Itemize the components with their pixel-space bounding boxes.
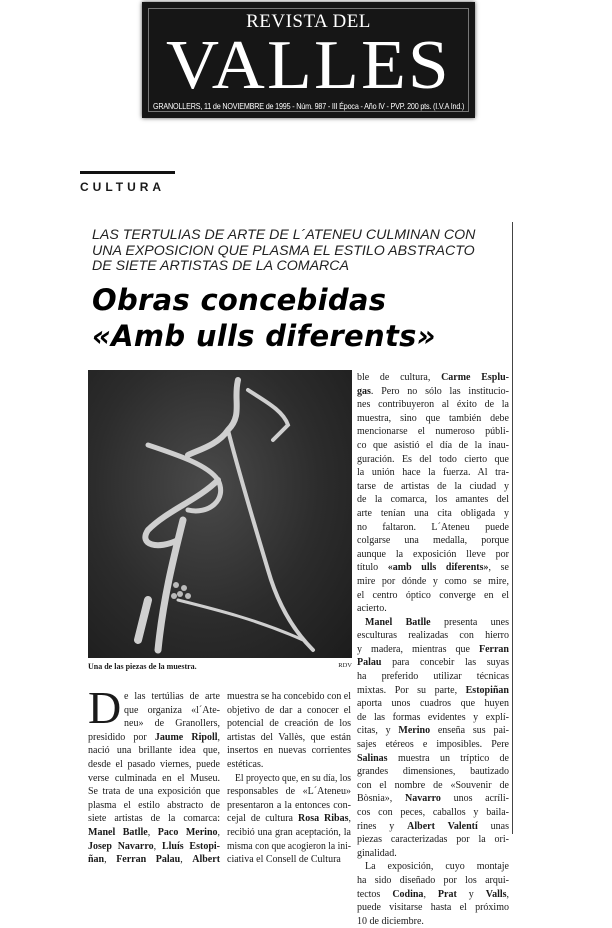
text-segment: de la comarca, los amantes del [357,494,509,506]
text-line [357,874,509,888]
text-line [227,758,351,772]
text-segment: mire por dónde y como se mire, [357,575,509,587]
bold-name: Ferran [479,643,509,655]
text-segment: acierto. [357,603,387,615]
text-segment: 10 de diciembre. [357,915,424,927]
article-column-right [357,371,509,928]
text-line [227,690,351,704]
text-segment: , [217,826,221,838]
fitted-line [235,772,351,786]
text-segment: insertos en nuevas corrientes [227,745,351,757]
kicker-line: LAS TERTULIAS DE ARTE DE L´ATENEU CULMINAN CON [92,227,476,243]
text-line [357,697,509,711]
text-segment: de las formas evidentes y explí- [357,711,509,723]
text-line [227,853,351,867]
text-segment: enseña sus pai- [430,725,509,737]
bold-name: Carme Esplu- [441,372,509,383]
bold-name: Merino [398,725,431,737]
bold-name: Prat [437,888,457,900]
bold-name: Ferran Palau [116,854,181,866]
text-segment: arte tenían una cita obligada y [357,507,509,519]
bold-name: Josep Navarro [88,840,154,852]
text-line [227,826,351,840]
text-line [357,412,509,426]
text-segment: . Pero no sólo las institucio- [370,385,509,397]
text-line [357,616,509,630]
text-segment: para concebir las suyas [381,657,509,669]
text-segment: tectos [357,888,393,900]
text-line [357,915,509,928]
text-segment: plasma el estilo abstracto de [88,799,220,811]
text-segment: verse culminada en el Museu. [88,772,220,784]
text-line [357,860,509,874]
text-segment: sajes etéreos e imposibles. Pere [357,739,509,751]
text-segment: ble de cultura, [357,372,442,383]
text-line [88,758,220,772]
text-line [357,888,509,902]
text-segment: , se [488,562,509,574]
text-line [357,602,509,616]
text-line [357,643,509,657]
text-line [227,731,351,745]
bold-name: Jaume Ripoll [154,731,218,743]
text-segment: colgarse una medalla, porque [357,535,509,547]
text-line [227,799,351,813]
text-line [88,826,220,840]
text-segment: , [217,731,221,743]
text-line [88,812,220,826]
text-segment: no faltaron. L´Ateneu puede [357,521,509,533]
text-segment: muestra un tríptico de [387,752,509,764]
text-segment: e las tertúlias de arte [124,691,220,702]
text-segment: ha preferido utilizar técnicas [357,671,509,683]
bold-name: Lluís Estopi- [161,840,220,852]
text-segment: nació una brillante idea que, [88,745,220,757]
text-segment: mixtas. Por su parte, [357,684,466,696]
text-segment: rines y [357,820,408,832]
bold-name: gas [357,385,371,397]
text-segment: la unión hace la fuerza. Al tra- [357,467,509,479]
text-segment: artistas del Vallès, que están [227,731,351,743]
text-segment: desde el pasado viernes, puede [88,758,220,770]
masthead [142,2,475,118]
text-line [357,425,509,439]
text-line [357,806,509,820]
section-rule [80,171,175,174]
text-line [88,731,220,745]
text-segment: grandes dimensiones, bautizado [357,766,509,778]
text-line [357,521,509,535]
bold-name: Palau [357,657,382,669]
article-column-2 [227,690,351,867]
text-line [357,765,509,779]
text-line [357,575,509,589]
article-kicker [92,228,502,275]
article-column-1 [88,690,220,867]
text-segment: con el nombre de «Souvenir de [357,779,509,791]
bold-name: Paco Merino [157,826,218,838]
text-segment: , [180,854,193,866]
bold-name: ñan [88,854,105,866]
text-segment: presidido por [88,731,155,743]
text-segment: cejal de cultura [227,813,298,825]
sculpture-photo [88,370,352,658]
text-line [357,670,509,684]
text-line [357,684,509,698]
text-line [357,398,509,412]
text-line [227,772,351,786]
text-segment: , [348,813,351,825]
text-line [357,833,509,847]
text-segment: citas, y [357,725,399,737]
article-headline [92,282,512,354]
text-line [357,493,509,507]
text-line [357,589,509,603]
headline-line: Obras concebidas [92,283,387,317]
text-line [357,792,509,806]
text-line [88,772,220,786]
masthead-dateline: GRANOLLERS, 11 de NOVIEMBRE de 1995 - Núm. 987 - III Época - Año IV - PVP. 200 pts. (I.V.A Ind.) [153,101,465,111]
text-segment: Se trata de una exposición que [88,786,220,798]
masthead-frame [148,8,469,112]
text-segment: aporta unos cuadros que huyen [357,698,509,710]
text-segment: que organiza «l´Ate- [124,704,220,716]
text-segment: presenta unes [430,616,509,628]
text-segment: presentaron a la entonces con- [227,799,351,811]
text-segment: y [456,888,486,900]
text-segment: co que asistió el día de la inau- [357,439,509,451]
text-segment: puede visitarse hasta el próximo [357,902,509,914]
text-segment: y madera, mientras que [357,643,479,655]
bold-name: Salinas [357,752,388,764]
text-segment: título [357,562,388,574]
text-line [357,371,509,385]
bold-name: Albert [192,854,221,866]
text-line [227,717,351,731]
text-segment: , [423,888,438,900]
text-line [357,548,509,562]
section-label: CULTURA [80,180,166,194]
text-line [357,711,509,725]
text-segment: , [147,826,158,838]
text-segment: , [153,840,162,852]
text-line [88,690,220,704]
bold-name: Albert Valentí [407,820,478,832]
text-segment: La exposición, cuyo montaje [365,861,509,873]
text-line [357,385,509,399]
text-segment: , [506,888,510,900]
text-line [88,744,220,758]
text-line [357,453,509,467]
text-segment: esculturas realizadas con hierro [357,630,509,642]
masthead-kicker: REVISTA DEL [246,11,371,32]
text-segment: potencial de creación de los [227,718,351,730]
text-segment: mencionarse el numeroso públi- [357,426,509,438]
text-line [227,785,351,799]
text-segment: neu» de Granollers, [124,718,220,730]
bold-name: Manel Batlle [88,826,148,838]
text-segment: El proyecto que, en su día, los [235,772,351,784]
text-line [357,629,509,643]
text-segment: aunque la exposición lleve por [357,548,509,560]
text-segment: , [104,854,117,866]
caption-text: Una de las piezas de la muestra. [88,662,197,671]
text-segment: estéticas. [227,758,264,770]
column-divider [512,222,513,834]
text-segment: el centro óptico converge en el [357,589,509,601]
text-segment: responsables de «L´Ateneu» [227,786,351,798]
text-segment: ginalidad. [357,847,397,859]
text-line [357,820,509,834]
text-line [88,799,220,813]
photo-caption [88,662,352,671]
bold-name: Estopiñan [465,684,509,696]
text-line [88,853,220,867]
masthead-title: VALLES [166,27,451,104]
bold-name: Rosa Ribas [297,813,349,825]
text-segment: objetivo de dar a conocer el [227,704,351,716]
text-line [357,724,509,738]
text-segment: muestra se ha concebido con el [227,691,352,702]
text-line [357,480,509,494]
fitted-line [227,690,351,704]
text-line [357,439,509,453]
text-line [357,507,509,521]
text-line [227,812,351,826]
photo-credit: RDV [338,662,352,669]
text-line [227,744,351,758]
text-segment: muestra, sino que también debe [357,412,509,424]
text-segment: misma con que acogieron la ini- [227,840,352,852]
text-line [357,738,509,752]
text-segment: tarse de artistas de la ciudad y [357,480,509,492]
text-line [357,752,509,766]
text-segment: piezas caracterizadas por la ori- [357,834,509,846]
text-line [357,534,509,548]
text-segment: siete artistas de la comarca: [88,813,220,825]
bold-name: Valls [485,888,507,900]
bold-name: Navarro [404,793,441,805]
text-segment: unas [477,820,509,832]
text-line [88,704,220,718]
text-line [357,656,509,670]
text-segment: ciativa el Consell de Cultura [227,854,341,866]
text-line [88,717,220,731]
bold-name: «amb ulls diferents» [387,562,489,574]
text-line [357,466,509,480]
bold-name: Manel Batlle [365,616,431,628]
kicker-line: UNA EXPOSICION QUE PLASMA EL ESTILO ABSTRACTO [92,242,475,259]
text-line [357,901,509,915]
text-line [227,704,351,718]
text-line [357,561,509,575]
text-segment: cos con peces, caballos y baila- [357,807,509,818]
text-segment: unos acríli- [440,793,510,805]
drop-cap: D [88,682,122,733]
text-line [357,847,509,861]
sculpture-image [88,370,352,658]
text-segment: recibió una gran aceptación, la [227,826,351,838]
text-line [357,779,509,793]
kicker-line: DE SIETE ARTISTAS DE LA COMARCA [92,258,350,274]
text-segment: ha sido diseñado por los arqui- [357,874,509,886]
text-segment: Bòsnia», [357,793,405,805]
text-segment: nes contribuyeron al éxito de la [357,399,509,411]
headline-line: «Amb ulls diferents» [92,319,436,353]
text-line [88,785,220,799]
bold-name: Codina [392,888,424,900]
text-segment: guración. Es del todo cierto que [357,453,509,465]
